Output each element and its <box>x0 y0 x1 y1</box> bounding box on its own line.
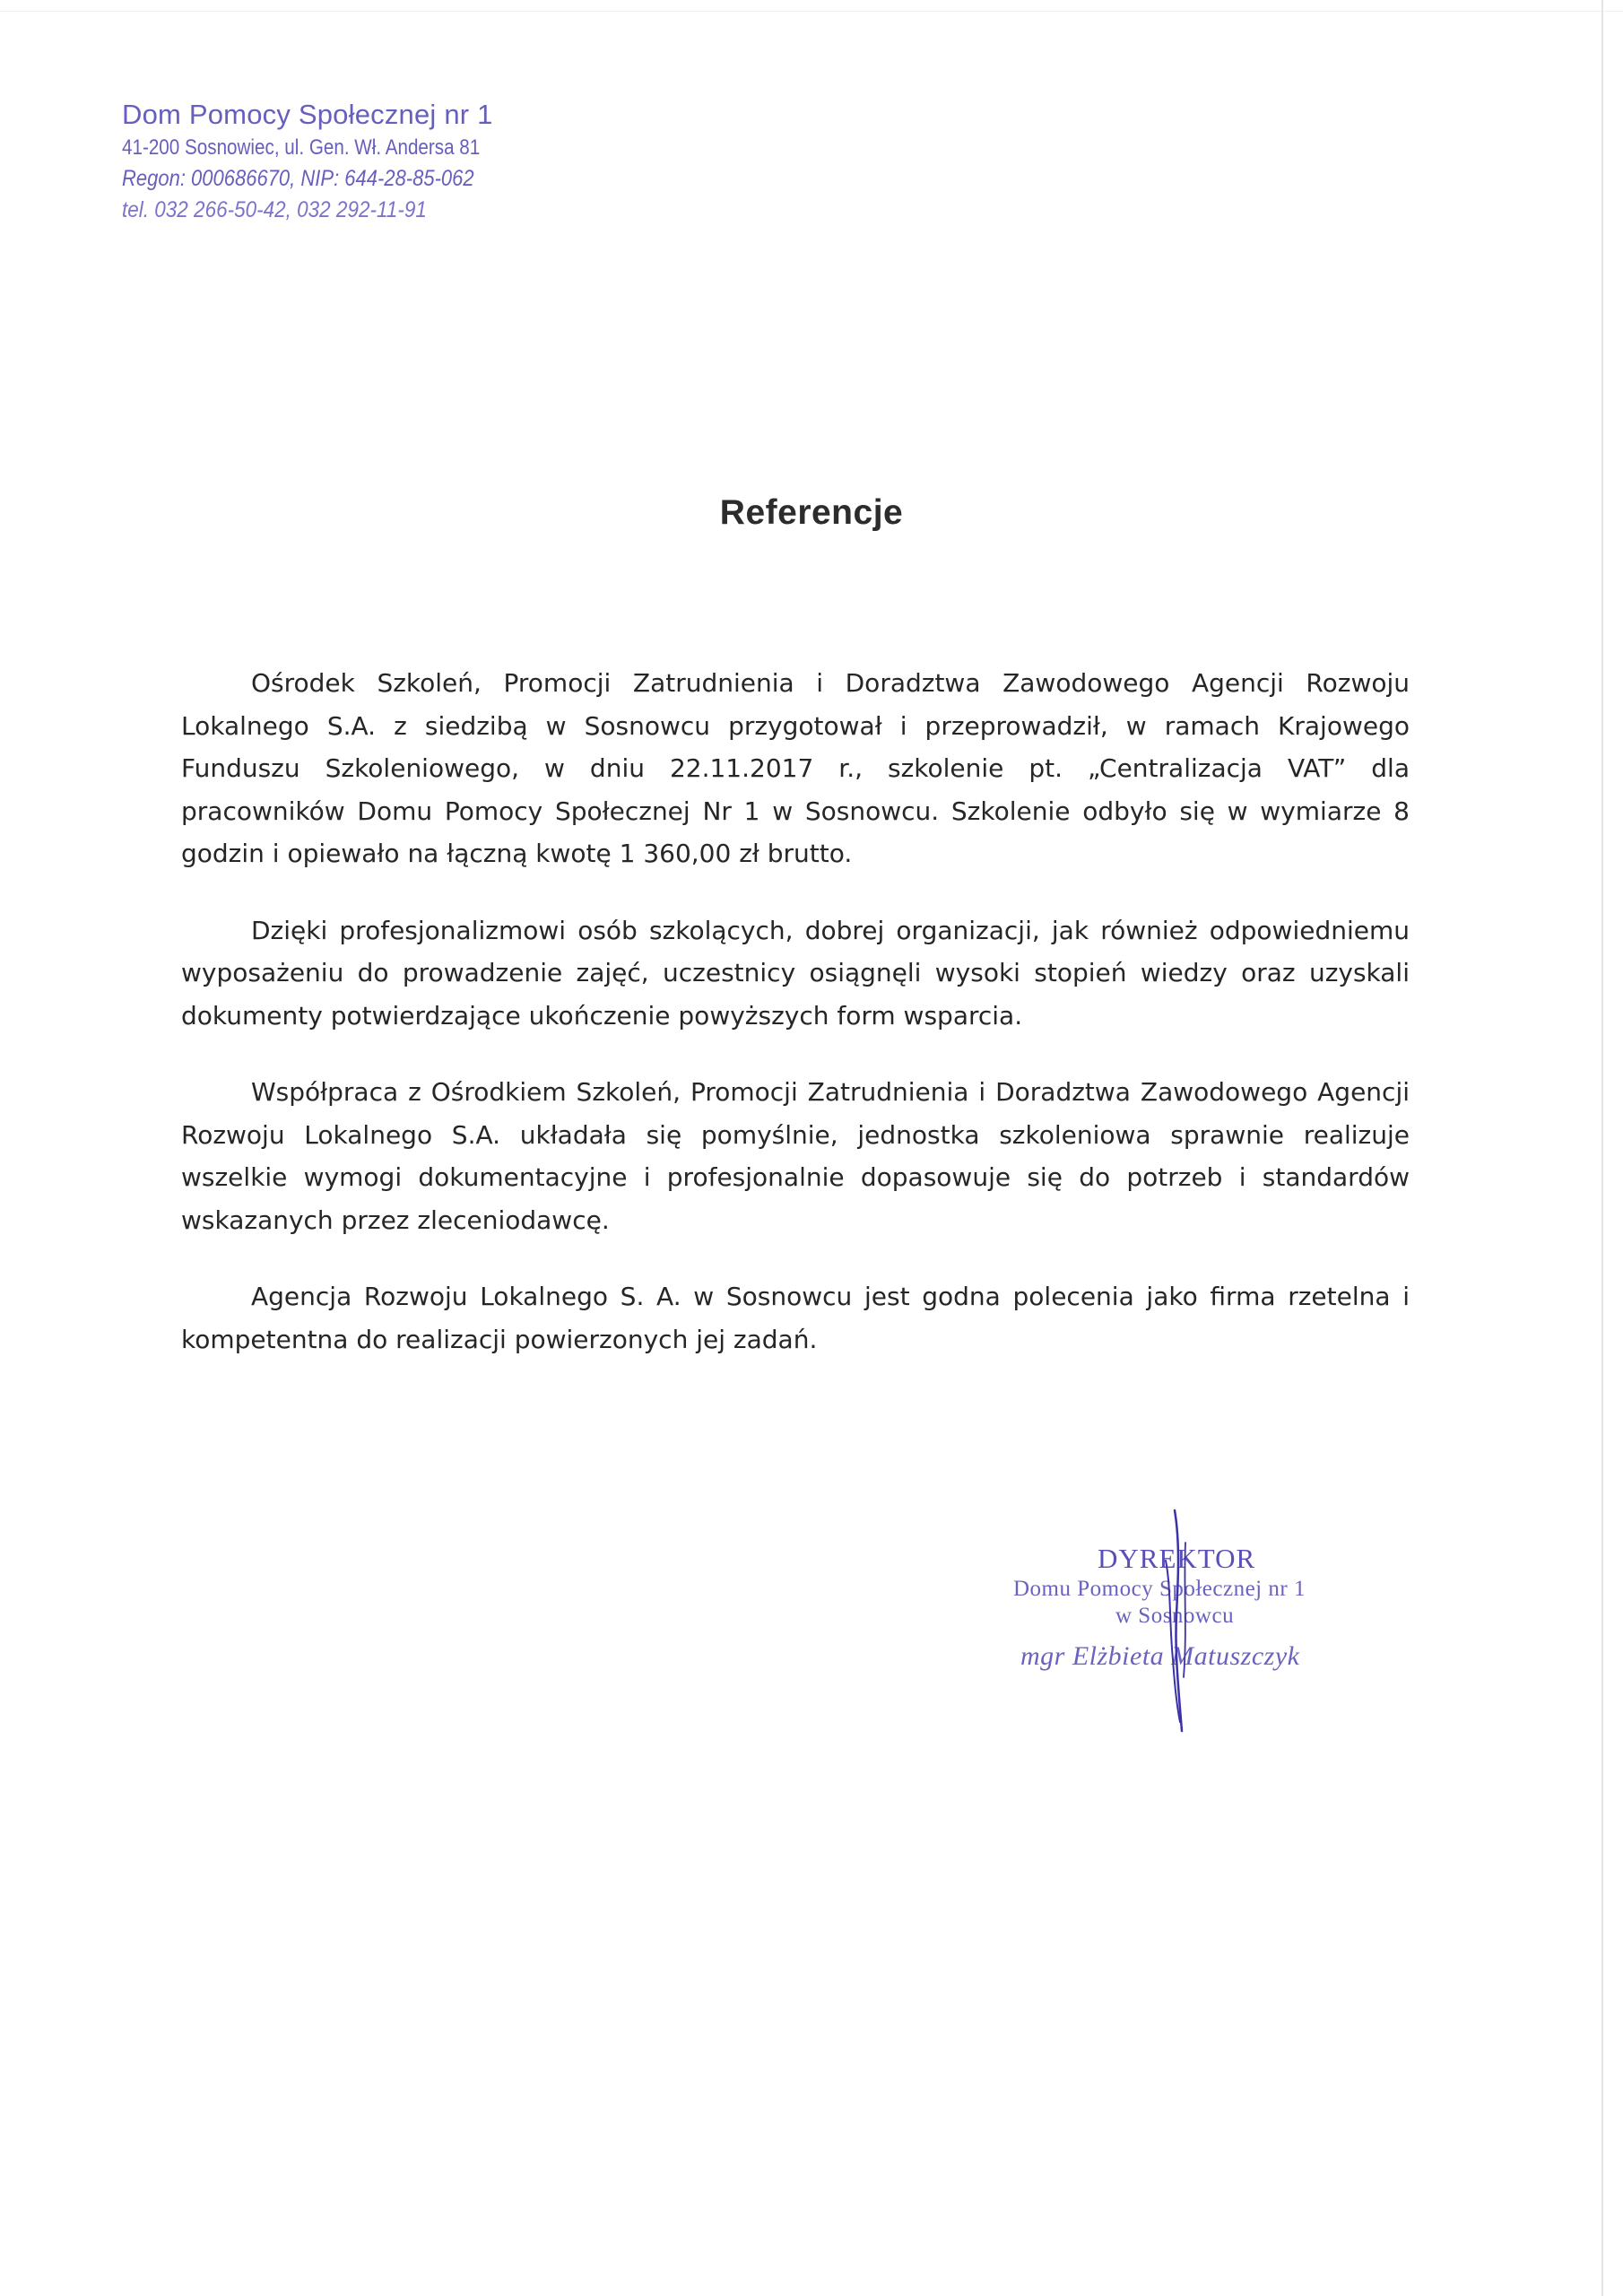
stamp-phone: tel. 032 266-50-42, 032 292-11-91 <box>122 197 427 222</box>
body-paragraph: Ośrodek Szkoleń, Promocji Zatrudnienia i Doradztwa Zawodowego Agencji Rozwoju Lokalnego S.A. z siedzibą w Sosnowcu przygotował i przeprowadził, w ramach Krajowego Funduszu Szkoleniowego, w dniu 22.11.2017 r., szkolenie pt. „Centralizacja VAT” dla pracowników Domu Pomocy Społecznej Nr 1 w Sosnowcu. Szkolenie odbyło się w wymiarze 8 godzin i opiewało na łączną kwotę 1 360,00 zł brutto. <box>181 668 1410 868</box>
handwritten-signature <box>1139 1507 1219 1740</box>
document-title: Referencje <box>719 493 904 532</box>
body-paragraph: Dzięki profesjonalizmowi osób szkolących, dobrej organizacji, jak również odpowiedniemu wyposażeniu do prowadzenie zajęć, uczestnicy osiągnęli wysoki stopień wiedzy oraz uzyskali dokumenty potwierdzające ukończenie powyższych form wsparcia. <box>181 915 1410 1031</box>
stamp-regon-nip: Regon: 000686670, NIP: 644-28-85-062 <box>122 166 474 191</box>
scan-border-top <box>0 11 1623 12</box>
signature-stamp-city: w Sosnowcu <box>1115 1604 1235 1628</box>
signature-stamp-title: DYREKTOR <box>1098 1543 1256 1574</box>
stamp-institution-name: Dom Pomocy Społecznej nr 1 <box>122 100 493 130</box>
stamp-address: 41-200 Sosnowiec, ul. Gen. Wł. Andersa 81 <box>122 135 481 160</box>
document-body <box>181 662 1410 1361</box>
signature-stamp <box>1004 1507 1381 1740</box>
body-paragraph: Agencja Rozwoju Lokalnego S. A. w Sosnowcu jest godna polecenia jako firma rzetelna i kompetentna do realizacji powierzonych jej zadań. <box>181 1282 1410 1354</box>
header-address-stamp <box>122 100 499 235</box>
signature-stamp-name: mgr Elżbieta Matuszczyk <box>1020 1641 1300 1671</box>
body-paragraph: Współpraca z Ośrodkiem Szkoleń, Promocji Zatrudnienia i Doradztwa Zawodowego Agencji Rozwoju Lokalnego S.A. układała się pomyślnie, jednostka szkoleniowa sprawnie realizuje wszelkie wymogi dokumentacyjne i profesjonalnie dopasowuje się do potrzeb i standardów wskazanych przez zleceniodawcę. <box>181 1077 1410 1235</box>
scan-border-right <box>1601 0 1603 2296</box>
signature-stamp-organization: Domu Pomocy Społecznej nr 1 <box>1013 1577 1306 1601</box>
